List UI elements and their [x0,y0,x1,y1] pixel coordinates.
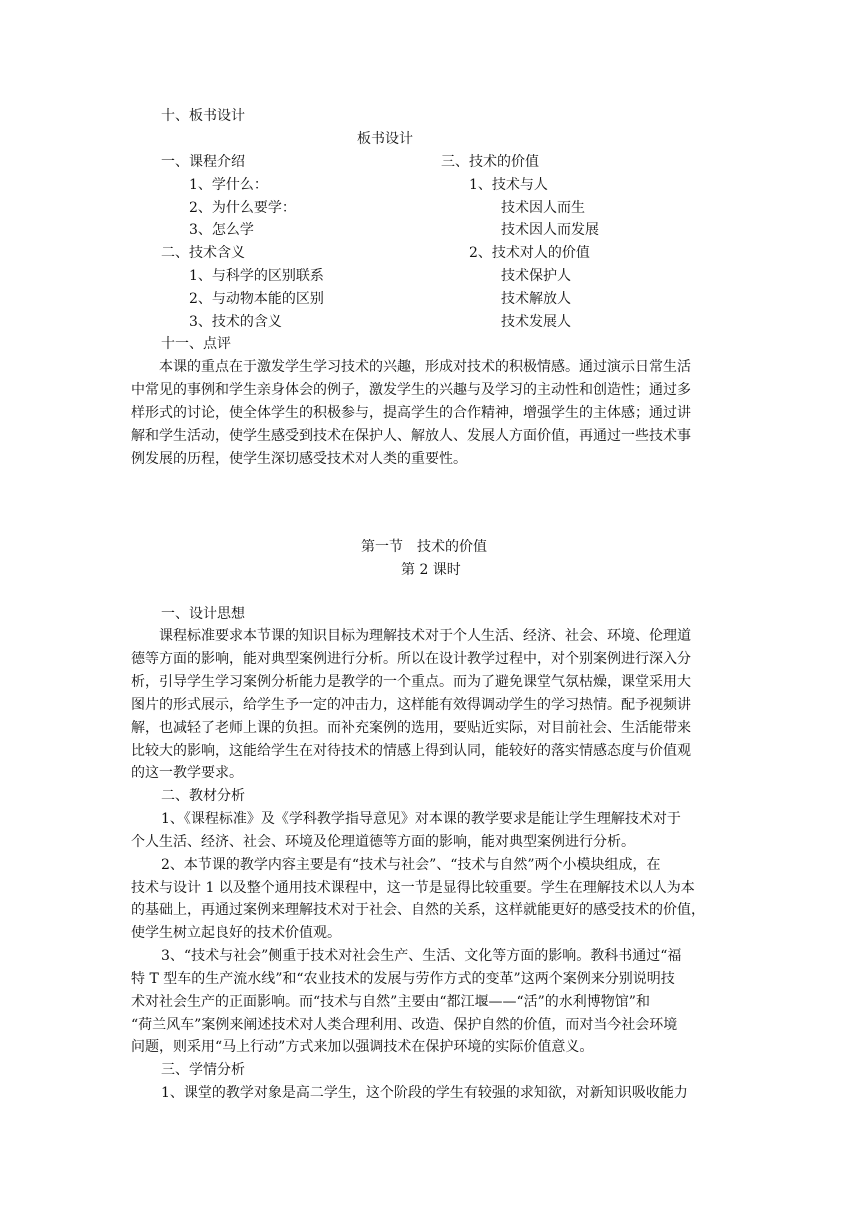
section-heading: 十一、点评 [161,336,231,352]
lesson-subtitle: 第 2 课时 [401,562,461,578]
paragraph-line: 问题，则采用“马上行动”方式来加以强调技术在保护环境的实际价值意义。 [131,1039,594,1055]
board-left-item: 1、学什么： [189,177,268,193]
paragraph-line: 中常见的事例和学生亲身体会的例子，激发学生的兴趣与及学习的主动性和创造性；通过多 [131,382,691,398]
paragraph-line: 1、课堂的教学对象是高二学生，这个阶段的学生有较强的求知欲，对新知识吸收能力 [161,1085,688,1101]
board-right-heading: 三、技术的价值 [441,154,539,170]
paragraph-line: 1、《课程标准》及《学科教学指导意见》对本课的教学要求是能让学生理解技术对于 [161,811,681,827]
paragraph-line: 3、“技术与社会”侧重于技术对社会生产、生活、文化等方面的影响。教科书通过“福 [161,948,682,964]
paragraph-line: “荷兰风车”案例来阐述技术对人类合理利用、改造、保护自然的价值，而对当今社会环境 [131,1017,678,1033]
paragraph-line: 课程标准要求本节课的知识目标为理解技术对于个人生活、经济、社会、环境、伦理道 [159,628,691,644]
paragraph-line: 图片的形式展示，给学生予一定的冲击力，这样能有效得调动学生的学习热情。配予视频讲 [131,697,691,713]
paragraph-line: 个人生活、经济、社会、环境及伦理道德等方面的影响，能对典型案例进行分析。 [131,834,635,850]
paragraph-line: 使学生树立起良好的技术价值观。 [131,925,341,941]
board-left-item: 2、为什么要学： [189,200,296,216]
paragraph-line: 解，也减轻了老师上课的负担。而补充案例的选用，要贴近实际，对目前社会、生活能带来 [131,720,691,736]
paragraph-line: 的这一教学要求。 [131,765,243,781]
board-left-item: 3、怎么学 [189,222,254,238]
board-right-subitem: 技术保护人 [501,268,571,284]
paragraph-line: 比较大的影响，这能给学生在对待技术的情感上得到认同，能较好的落实情感态度与价值观 [131,743,691,759]
paragraph-line: 的基础上，再通过案例来理解技术对于社会、自然的关系，这样就能更好的感受技术的价值， [131,902,705,918]
paragraph-line: 德等方面的影响，能对典型案例进行分析。所以在设计教学过程中，对个别案例进行深入分 [131,651,691,667]
paragraph-line: 2、本节课的教学内容主要是有“技术与社会”、“技术与自然”两个小模块组成，在 [161,857,661,873]
board-right-subitem: 技术因人而发展 [501,222,599,238]
paragraph-line: 术对社会生产的正面影响。而“技术与自然”主要由“都江堰——“活”的水利博物馆”和 [131,994,650,1010]
lesson-title: 第一节 技术的价值 [361,539,487,555]
board-right-subitem: 技术因人而生 [501,200,585,216]
paragraph-line: 本课的重点在于激发学生学习技术的兴趣，形成对技术的积极情感。通过演示日常生活 [159,359,691,375]
board-left-heading: 二、技术含义 [161,245,245,261]
paragraph-line: 析，引导学生学习案例分析能力是教学的一个重点。而为了避免课堂气氛枯燥，课堂采用大 [131,674,691,690]
section-heading: 二、教材分析 [161,788,245,804]
board-left-heading: 一、课程介绍 [161,154,245,170]
board-right-subitem: 技术解放人 [501,291,571,307]
paragraph-line: 技术与设计 1 以及整个通用技术课程中，这一节是显得比较重要。学生在理解技术以人为本 [131,880,695,896]
paragraph-line: 解和学生活动，使学生感受到技术在保护人、解放人、发展人方面价值，再通过一些技术事 [131,428,691,444]
board-right-item: 1、技术与人 [469,177,548,193]
section-heading: 三、学情分析 [161,1062,245,1078]
paragraph-line: 样形式的讨论，使全体学生的积极参与，提高学生的合作精神，增强学生的主体感；通过讲 [131,405,691,421]
board-right-subitem: 技术发展人 [501,314,571,330]
board-left-item: 2、与动物本能的区别 [189,291,324,307]
paragraph-line: 特 T 型车的生产流水线”和“农业技术的发展与劳作方式的变革”这两个案例来分别说明技 [131,971,675,987]
section-heading: 一、设计思想 [161,606,245,622]
board-left-item: 1、与科学的区别联系 [189,268,324,284]
board-left-item: 3、技术的含义 [189,314,282,330]
board-title: 板书设计 [357,131,413,147]
board-right-item: 2、技术对人的价值 [469,245,590,261]
section-heading: 十、板书设计 [161,108,245,124]
paragraph-line: 例发展的历程，使学生深切感受技术对人类的重要性。 [131,451,467,467]
